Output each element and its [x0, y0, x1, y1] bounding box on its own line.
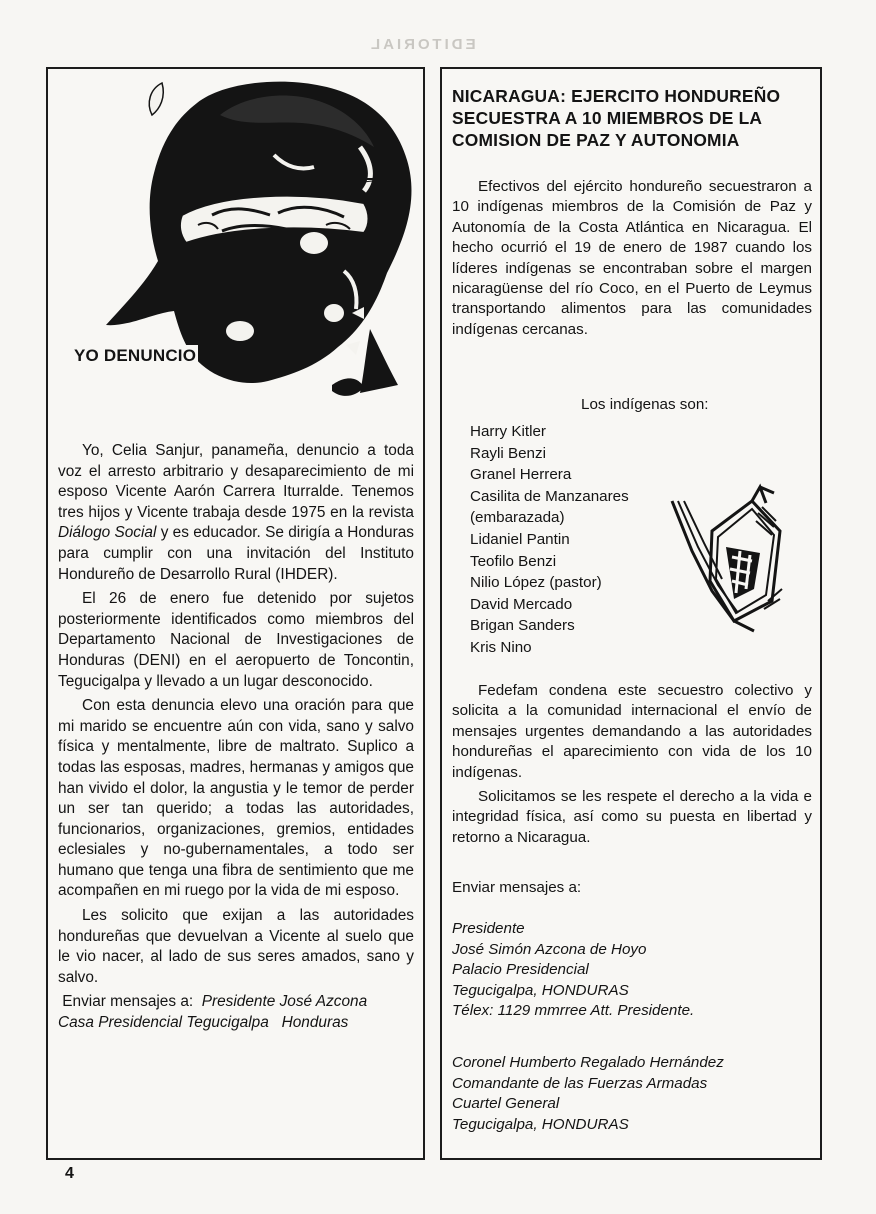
list-item: Lidaniel Pantin: [470, 530, 570, 548]
address-line: Comandante de las Fuerzas Armadas: [452, 1074, 708, 1092]
left-article-body: [58, 441, 414, 1038]
list-item: Teofilo Benzi: [470, 552, 557, 570]
list-item: Granel Herrera: [470, 466, 572, 484]
right-column-box: [440, 67, 822, 1160]
left-paragraph-1: Yo, Celia Sanjur, panameña, denuncio a toda voz el arresto arbitrario y desaparecimiento de mi esposo Vicente Aarón Carrera Iturralde. Tenemos tres hijos y Vicente trabaja desde 1975 en la revista Diálogo Social y es educador. Se dirigía a Honduras para cumplir con una invitación del Instituto Hondureño de Desarrollo Rural (IHDER).: [58, 442, 414, 583]
address-line: Tegucigalpa, HONDURAS: [452, 1115, 629, 1133]
right-send-label: Enviar mensajes a:: [452, 879, 582, 896]
geometric-bird-illustration: [662, 481, 784, 641]
commander-address: [452, 1053, 724, 1135]
indigenous-names-list: [470, 421, 629, 659]
address-line: Tegucigalpa, HONDURAS: [452, 981, 629, 999]
address-line: Cuartel General: [452, 1095, 560, 1113]
list-item: David Mercado: [470, 595, 573, 613]
left-paragraph-3: Con esta denuncia elevo una oración para que mi marido se encuentre aún con vida, sano y salvo física y mentalmente, libre de maltrato. Suplico a todas las esposas, madres, hermanas y amigos que han vivido el dolor, la angustia y le temor de perder un ser tan querido; a todas las autoridades, funcionarios, organizaciones, gremios, entidades eclesiales y no-gubernamentales, a todo ser humano que tenga una fibra de sentimiento que me acompañen en mi ruego por la vida de mi esposo.: [58, 697, 414, 900]
left-column-box: [46, 67, 425, 1160]
right-paragraph-3: Solicitamos se les respete el derecho a la vida e integridad física, así como su puesta en libertad y retorno a Nicaragua.: [452, 788, 812, 846]
article-headline: NICARAGUA: EJERCITO HONDUREÑO SECUESTRA A 10 MIEMBROS DE LA COMISION DE PAZ Y AUTONOMIA: [452, 86, 781, 150]
left-paragraph-2: El 26 de enero fue detenido por sujetos posteriormente identificados como miembros del Departamento Nacional de Investigaciones de Honduras (DENI) en el aeropuerto de Toncontin, Tegucigalpa y llevado a un lugar desconocido.: [58, 590, 414, 690]
list-item: Nilio López (pastor): [470, 574, 602, 592]
magazine-title: Diálogo Social: [58, 524, 157, 542]
left-send-to: Enviar mensajes a: Presidente José Azcona Casa Presidencial Tegucigalpa Honduras: [58, 993, 368, 1032]
right-paragraph-2: Fedefam condena este secuestro colectivo y solicita a la comunidad internacional el envío de mensajes urgentes demandando a las autoridades hondureñas el aparecimiento con vida de los 10 indígenas.: [452, 682, 812, 781]
list-heading: Los indígenas son:: [581, 396, 709, 413]
president-address: [452, 919, 694, 1022]
right-article-intro: [452, 177, 812, 340]
mirrored-header-bleedthrough: EDITORIAL: [368, 36, 476, 53]
list-item: Harry Kitler: [470, 423, 546, 440]
list-item: (embarazada): [470, 509, 565, 527]
left-paragraph-4: Les solicito que exijan a las autoridades hondureñas que devuelvan a Vicente al suelo que le vio nacer, al lado de sus seres amados, sano y salvo.: [58, 907, 414, 986]
list-item: Brigan Sanders: [470, 617, 575, 635]
address-line: Presidente: [452, 920, 525, 937]
page-number: 4: [65, 1165, 74, 1182]
right-paragraph-1: Efectivos del ejército hondureño secuestraron a 10 indígenas miembros de la Comisión de Paz y Autonomía de la Costa Atlántica en Nicaragua. El hecho ocurrió el 19 de enero de 1987 cuando los líderes indígenas se encontraban sobre el margen nicaragüense del río Coco, en el Puerto de Leymus transportando alimentos para las comunidades indígenas cercanas.: [452, 178, 812, 338]
address-line: Coronel Humberto Regalado Hernández: [452, 1054, 724, 1071]
list-item: Rayli Benzi: [470, 444, 546, 462]
address-line: Palacio Presidencial: [452, 961, 589, 979]
list-item: Casilita de Manzanares: [470, 487, 629, 505]
yo-denuncio-label: YO DENUNCIO: [74, 346, 197, 365]
right-article-body: [452, 681, 812, 852]
address-line: José Simón Azcona de Hoyo: [452, 940, 647, 958]
list-item: Kris Nino: [470, 638, 532, 656]
address-line: Télex: 1129 mmrree Att. Presidente.: [452, 1002, 695, 1020]
